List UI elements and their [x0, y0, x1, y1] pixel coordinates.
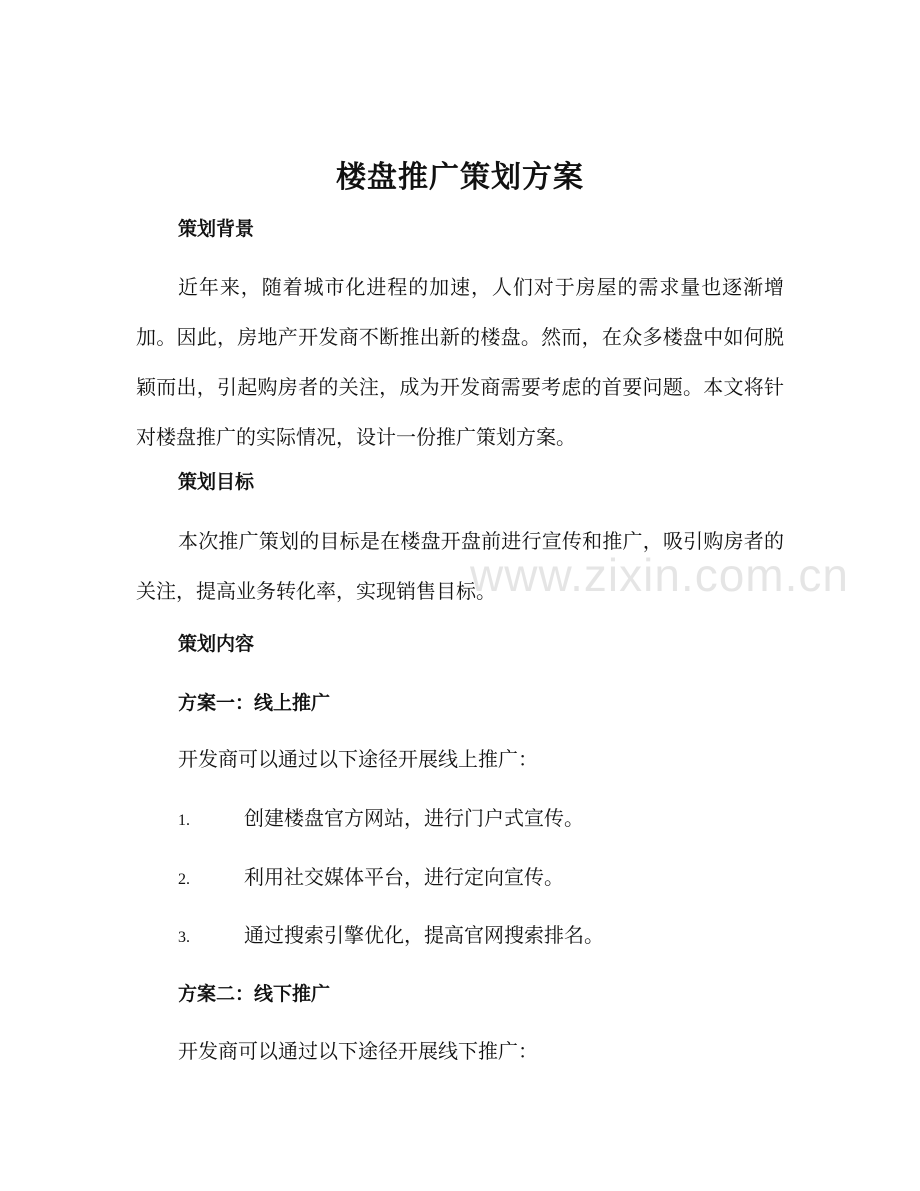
list-item-number: 2. [178, 871, 190, 888]
plan-two-intro: 开发商可以通过以下途径开展线下推广： [178, 1039, 538, 1063]
list-item [178, 920, 784, 953]
list-item-text: 通过搜索引擎优化，提高官网搜索排名。 [244, 923, 604, 947]
goal-paragraph: 本次推广策划的目标是在楼盘开盘前进行宣传和推广，吸引购房者的关注，提高业务转化率，实现销售目标。 [136, 529, 784, 603]
plan-one-heading: 方案一：线上推广 [178, 692, 331, 714]
list-item-text: 创建楼盘官方网站，进行门户式宣传。 [244, 806, 584, 830]
section-heading-content: 策划内容 [178, 633, 255, 655]
document-title: 楼盘推广策划方案 [336, 160, 584, 195]
section-heading-background: 策划背景 [178, 218, 255, 240]
list-item [178, 862, 784, 895]
section-heading-goal: 策划目标 [178, 471, 255, 493]
plan-two-heading: 方案二：线下推广 [178, 983, 331, 1005]
list-item [178, 803, 784, 836]
background-paragraph: 近年来，随着城市化进程的加速，人们对于房屋的需求量也逐渐增加。因此，房地产开发商不断推出新的楼盘。然而，在众多楼盘中如何脱颖而出，引起购房者的关注，成为开发商需要考虑的首要问题。本文将针对楼盘推广的实际情况，设计一份推广策划方案。 [136, 275, 784, 449]
plan-one-intro: 开发商可以通过以下途径开展线上推广： [178, 747, 538, 771]
watermark: www.zixin.com.cn [470, 549, 849, 601]
list-item-text: 利用社交媒体平台，进行定向宣传。 [244, 865, 564, 889]
list-item-number: 3. [178, 929, 190, 946]
list-item-number: 1. [178, 812, 190, 829]
